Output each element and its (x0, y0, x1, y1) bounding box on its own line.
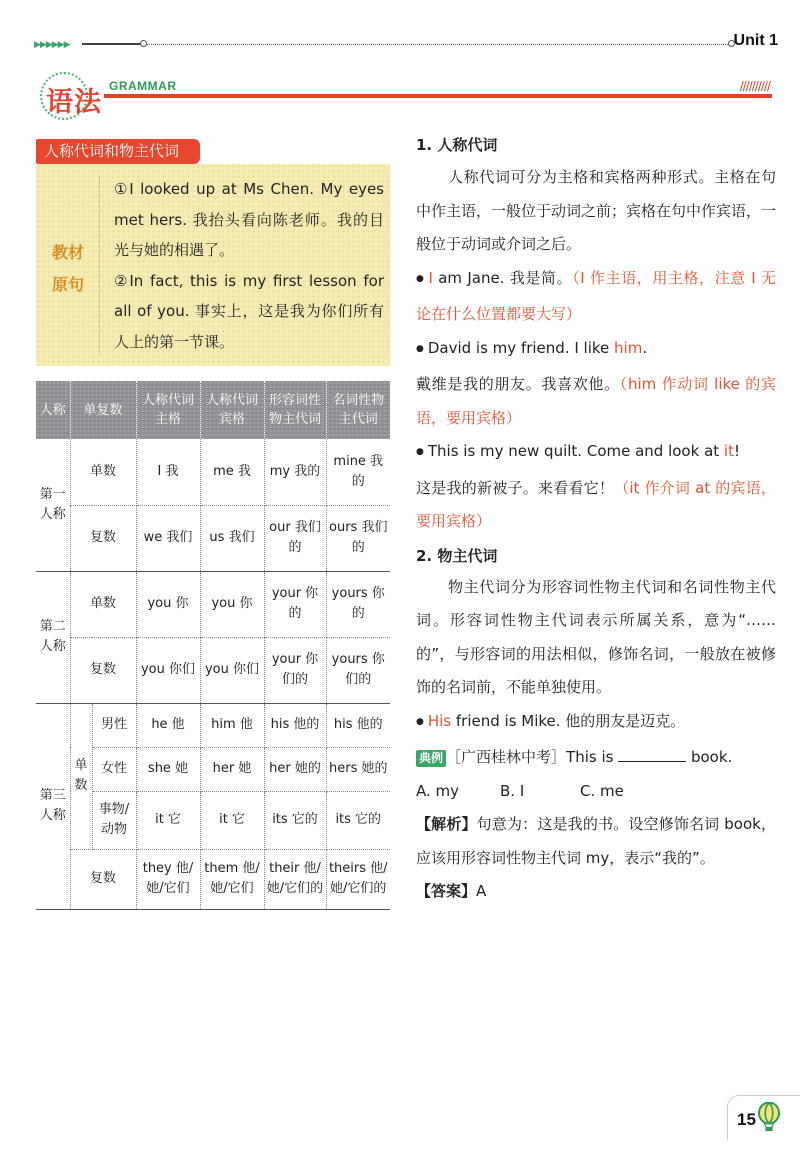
cell-number: 单数 (70, 439, 136, 505)
header-solid-line (82, 43, 142, 45)
cell-gender: 男性 (92, 703, 136, 747)
table-row (36, 439, 390, 505)
example-4-text: friend is Mike. 他的朋友是迈克。 (451, 711, 686, 730)
example-bullet-1 (416, 262, 776, 332)
example-3-text: This is my new quilt. Come and look at (427, 442, 724, 460)
th-object: 人称代词宾格 (200, 381, 264, 439)
grammar-badge (40, 72, 106, 120)
example-3-note: （it 作介词 at 的宾语，要用宾格） (416, 478, 776, 530)
example-2-end: . (642, 338, 648, 357)
example-bullet-3 (416, 435, 776, 472)
th-subject: 人称代词主格 (136, 381, 200, 439)
answer-label: 【答案】 (416, 882, 477, 900)
quote-line-1: ①I looked up at Ms Chen. My eyes met hers. 我抬头看向陈老师。我的目光与她的相遇了。 (114, 180, 384, 259)
cell: you 你 (200, 571, 264, 637)
example-4-highlight: His (427, 711, 452, 730)
cell-number: 复数 (70, 849, 136, 909)
quote-text (114, 174, 384, 357)
header-arrows: ▶▶▶▶▶▶ (34, 40, 70, 50)
cell: his 他的 (264, 703, 326, 747)
analysis-label: 【解析】 (416, 815, 477, 833)
quote-label-1: 教材 (52, 243, 85, 262)
example-1-text: am Jane. 我是简。 (432, 268, 573, 287)
table-row (36, 505, 390, 571)
example-2-highlight: him (614, 338, 643, 357)
cell-number: 单数 (70, 571, 136, 637)
table-row (36, 637, 390, 703)
answer-blank (618, 748, 686, 762)
cell: his 他的 (326, 703, 390, 747)
example-3-translation (416, 472, 776, 539)
example-2-text: David is my friend. I like (427, 338, 615, 357)
cell: mine 我的 (326, 439, 390, 505)
cell: he 他 (136, 703, 200, 747)
hot-air-balloon-icon (757, 1102, 781, 1132)
table-header-row (36, 381, 390, 439)
cell: it 它 (200, 791, 264, 849)
example-source: ［广西桂林中考］ (446, 748, 567, 766)
cell: me 我 (200, 439, 264, 505)
th-adj-possessive: 形容词性物主代词 (264, 381, 326, 439)
example-1-highlight: I (428, 268, 433, 287)
option-b: B. I (500, 781, 525, 800)
cell: it 它 (136, 791, 200, 849)
example-question (416, 741, 776, 775)
cell: I 我 (136, 439, 200, 505)
cell: you 你们 (200, 637, 264, 703)
cell: its 它的 (264, 791, 326, 849)
table-row (36, 849, 390, 909)
cell: you 你 (136, 571, 200, 637)
cell: theirs 他/她/它们的 (326, 849, 390, 909)
textbook-quote-box (36, 164, 390, 366)
cell-number: 单数 (70, 703, 92, 849)
analysis-text: 句意为：这是我的书。设空修饰名词 book，应该用形容词性物主代词 my，表示“我的”。 (416, 815, 776, 867)
cell: your 你的 (264, 571, 326, 637)
cell: ours 我们的 (326, 505, 390, 571)
cell: her 她 (200, 747, 264, 791)
cell: we 我们 (136, 505, 200, 571)
analysis (416, 808, 776, 875)
cell: they 他/她/它们 (136, 849, 200, 909)
cell-second-person: 第二人称 (36, 571, 70, 703)
table-row (36, 571, 390, 637)
cell: her 她的 (264, 747, 326, 791)
cell: hers 她的 (326, 747, 390, 791)
grammar-rule (104, 94, 772, 98)
cell: us 我们 (200, 505, 264, 571)
cell: yours 你的 (326, 571, 390, 637)
th-noun-possessive: 名词性物主代词 (326, 381, 390, 439)
quote-divider (99, 176, 100, 356)
option-a: A. my (416, 781, 460, 800)
cell: my 我的 (264, 439, 326, 505)
paragraph-personal-pronouns: 人称代词可分为主格和宾格两种形式。主格在句中作主语，一般位于动词之前；宾格在句中作宾语，一般位于动词或介词之后。 (416, 168, 777, 253)
cell: them 他/她/它们 (200, 849, 264, 909)
cell: she 她 (136, 747, 200, 791)
cell: their 他/她/它们的 (264, 849, 326, 909)
option-c: C. me (580, 781, 624, 800)
pronoun-table (36, 381, 390, 910)
cell-number: 复数 (70, 505, 136, 571)
quote-line-2: ②In fact, this is my first lesson for all of you. 事实上，这是我为你们所有人上的第一节课。 (114, 271, 384, 351)
example-1-note: （I 作主语，用主格，注意 I 无论在什么位置都要大写） (416, 268, 776, 323)
example-3-highlight: it (723, 442, 734, 460)
answer (416, 875, 776, 909)
th-person: 人称 (36, 381, 70, 439)
cell-gender: 女性 (92, 747, 136, 791)
grammar-title-cn: 语法 (46, 87, 102, 118)
cell: our 我们的 (264, 505, 326, 571)
example-3-end: ! (733, 442, 740, 460)
header-dot-left (140, 40, 147, 47)
example-2-cn: 戴维是我的朋友。我喜欢他。 (416, 375, 620, 393)
cell: your 你们的 (264, 637, 326, 703)
page-number: 15 (737, 1110, 756, 1129)
table-row (36, 703, 390, 747)
example-bullet-2 (416, 332, 776, 369)
example-tag: 典例 (416, 750, 446, 767)
quote-label-2: 原句 (52, 275, 85, 294)
heading-possessive-pronouns: 2. 物主代词 (416, 546, 498, 565)
cell-third-person: 第三人称 (36, 703, 70, 909)
header-dotted-line (82, 44, 732, 45)
right-column (416, 134, 776, 909)
example-3-cn: 这是我的新被子。来看看它！ (416, 478, 615, 497)
example-question-start: This is (566, 748, 614, 766)
example-2-note: （him 作动词 like 的宾语，要用宾格） (416, 375, 776, 427)
cell: its 它的 (326, 791, 390, 849)
cell-first-person: 第一人称 (36, 439, 70, 571)
topic-tag: 人称代词和物主代词 (36, 139, 200, 164)
cell: you 你们 (136, 637, 200, 703)
example-question-end: book. (686, 748, 733, 766)
cell-number: 复数 (70, 637, 136, 703)
example-bullet-4 (416, 705, 776, 742)
cell-gender: 事物/动物 (92, 791, 136, 849)
cell: him 他 (200, 703, 264, 747)
paragraph-possessive-pronouns: 物主代词分为形容词性物主代词和名词性物主代词。形容词性物主代词表示所属关系，意为“……的”，与形容词的用法相似，修饰名词，一般放在被修饰的名词前，不能单独使用。 (416, 577, 776, 696)
grammar-title-en: GRAMMAR (109, 79, 177, 93)
answer-text: A (476, 882, 487, 900)
th-number: 单复数 (70, 381, 136, 439)
grammar-slashes: ////////// (739, 79, 770, 93)
unit-label: Unit 1 (733, 32, 778, 49)
cell: yours 你们的 (326, 637, 390, 703)
example-2-translation (416, 368, 776, 435)
heading-personal-pronouns: 1. 人称代词 (416, 136, 498, 154)
example-options (416, 775, 776, 809)
